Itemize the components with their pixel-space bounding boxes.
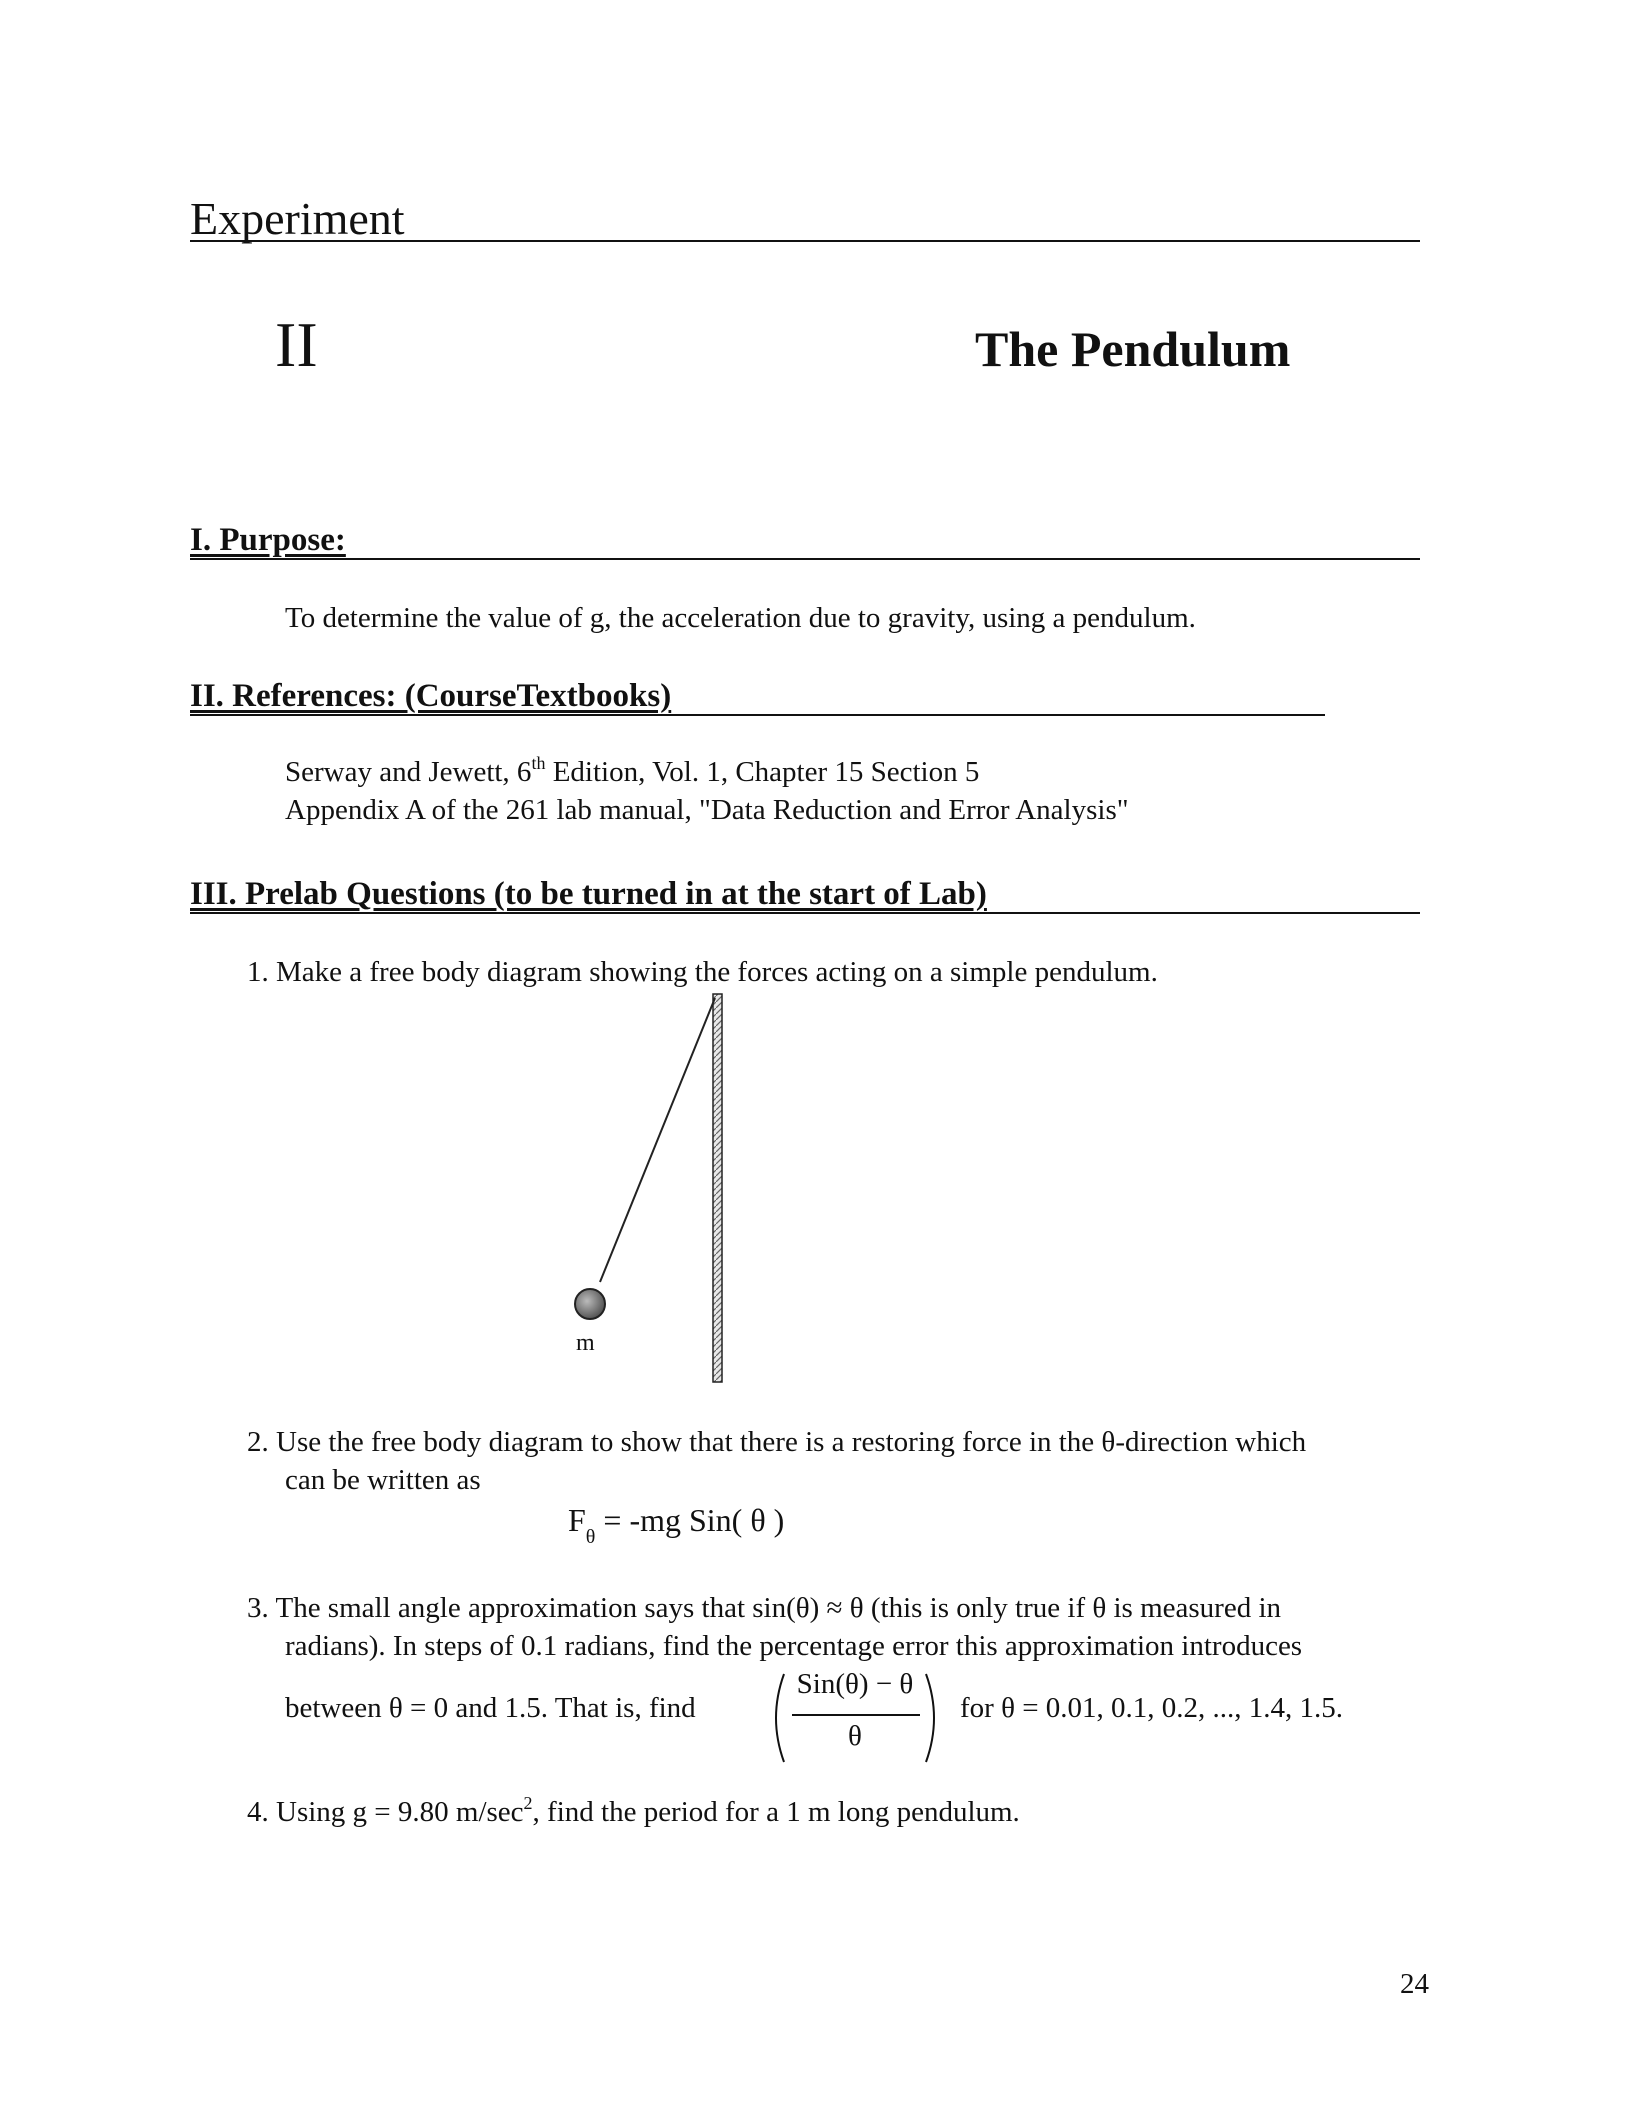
reference-line-1-rest: Edition, Vol. 1, Chapter 15 Section 5: [545, 756, 980, 788]
question-4: [247, 1793, 1020, 1829]
question-3-line-3-end: for θ = 0.01, 0.1, 0.2, ..., 1.4, 1.5.: [960, 1692, 1344, 1724]
page-title: The Pendulum: [975, 321, 1291, 377]
prelab-rule: [190, 912, 1420, 914]
purpose-text: To determine the value of g, the acceleration due to gravity, using a pendulum.: [285, 602, 1196, 634]
fraction-numerator: Sin(θ) − θ: [796, 1668, 914, 1700]
reference-line-1-text: Serway and Jewett, 6: [285, 756, 532, 788]
purpose-rule: [190, 558, 1420, 560]
fraction-denominator: θ: [848, 1720, 862, 1752]
reference-line-1: [285, 753, 980, 789]
mass-label: m: [576, 1330, 595, 1356]
references-heading: II. References: (CourseTextbooks): [190, 678, 672, 714]
question-1: 1. Make a free body diagram showing the forces acting on a simple pendulum.: [247, 956, 1158, 988]
question-3-line-3-start: between θ = 0 and 1.5. That is, find: [285, 1692, 696, 1724]
units-superscript: 2: [523, 1793, 533, 1813]
fraction-bar: [792, 1714, 920, 1716]
formula-right-side: = -mg Sin( θ ): [603, 1502, 785, 1538]
page-number: 24: [1400, 1968, 1429, 2000]
percent-error-fraction: [770, 1668, 940, 1768]
formula-force-symbol: F: [568, 1502, 586, 1538]
restoring-force-formula: [568, 1502, 785, 1548]
edition-superscript: th: [531, 753, 546, 773]
header-rule: [190, 240, 1420, 242]
references-rule: [190, 714, 1325, 716]
purpose-heading: I. Purpose:: [190, 522, 346, 558]
pendulum-string: [600, 998, 715, 1282]
support-rod: [713, 994, 722, 1382]
reference-line-2: Appendix A of the 261 lab manual, "Data Reduction and Error Analysis": [285, 794, 1129, 826]
question-4-text: 4. Using g = 9.80 m/sec: [247, 1796, 524, 1828]
formula-theta-subscript: θ: [585, 1526, 596, 1548]
question-2-line-1: 2. Use the free body diagram to show that there is a restoring force in the θ-direction which: [247, 1426, 1307, 1458]
question-2-line-2: can be written as: [285, 1464, 481, 1496]
prelab-heading: III. Prelab Questions (to be turned in at the start of Lab): [190, 876, 987, 912]
experiment-number: II: [275, 309, 318, 380]
question-3-line-1: 3. The small angle approximation says that sin(θ) ≈ θ (this is only true if θ is measured in: [247, 1592, 1282, 1624]
question-4-rest: , find the period for a 1 m long pendulum.: [532, 1796, 1020, 1828]
experiment-label: Experiment: [190, 193, 405, 244]
question-3-line-2: radians). In steps of 0.1 radians, find the percentage error this approximation introduces: [285, 1630, 1303, 1662]
pendulum-bob: [575, 1289, 605, 1319]
